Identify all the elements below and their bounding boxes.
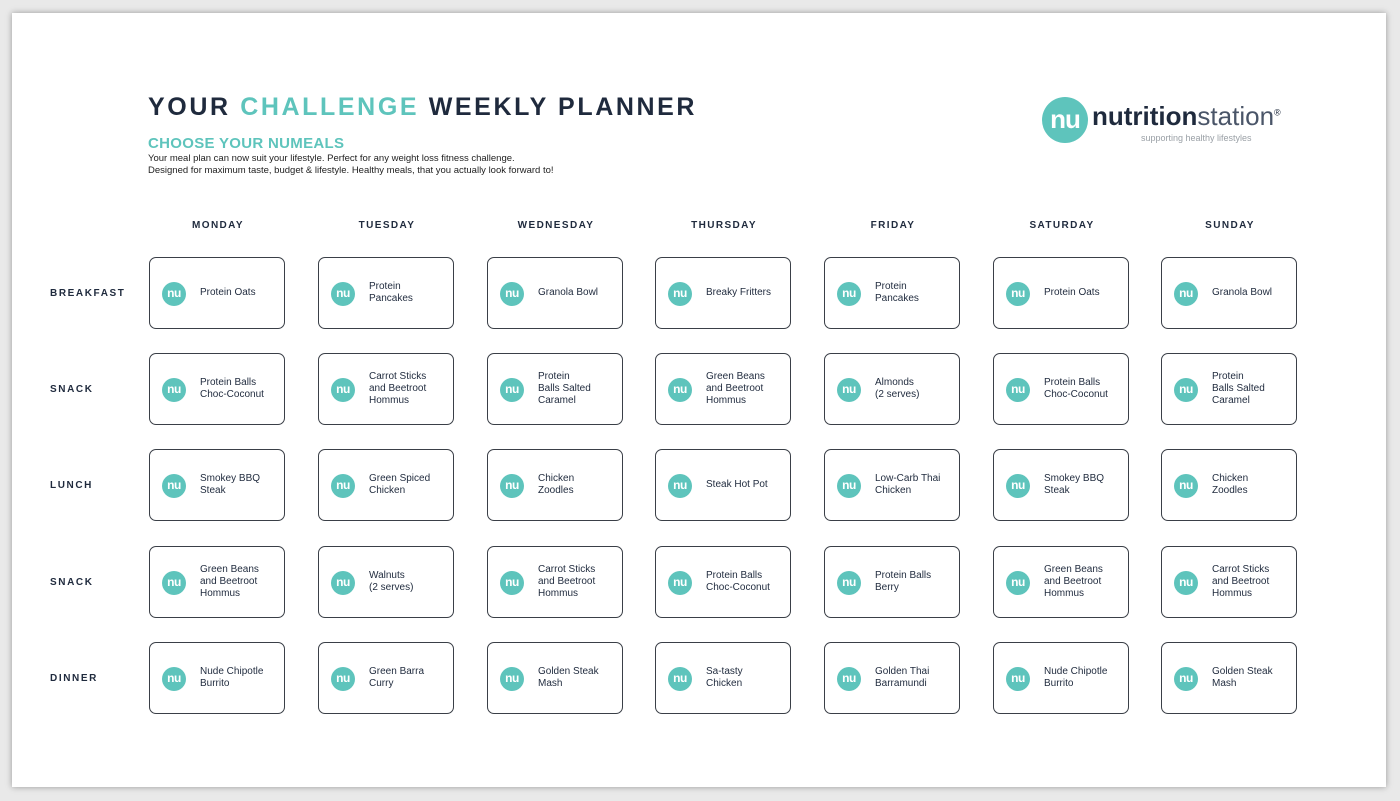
meal-cell xyxy=(487,642,623,714)
meal-cell xyxy=(487,353,623,425)
nu-icon-text: nu xyxy=(505,478,519,492)
meal-name: Carrot Sticks and Beetroot Hommus xyxy=(538,564,596,599)
description-line-1: Your meal plan can now suit your lifestyle. Perfect for any weight loss fitness challenge. xyxy=(148,153,515,164)
nu-logo-icon xyxy=(1042,97,1088,143)
meal-name: Granola Bowl xyxy=(538,287,599,298)
meal-name: Golden Steak Mash xyxy=(1212,666,1273,689)
nu-logo-icon xyxy=(1006,378,1030,402)
nu-icon-text: nu xyxy=(842,382,856,396)
day-header-monday: MONDAY xyxy=(192,220,244,231)
nu-icon-text: nu xyxy=(673,671,687,685)
nu-icon-text: nu xyxy=(1011,286,1025,300)
meal-cell xyxy=(318,449,454,521)
nu-icon-text: nu xyxy=(842,575,856,589)
nu-logo-icon xyxy=(1174,474,1198,498)
nu-icon-text: nu xyxy=(167,671,181,685)
meal-name: Protein Balls Berry xyxy=(875,570,932,593)
nu-icon-text: nu xyxy=(1011,382,1025,396)
meal-cell xyxy=(149,449,285,521)
nu-icon-text: nu xyxy=(505,575,519,589)
meal-name: Green Barra Curry xyxy=(369,666,425,689)
nu-logo-icon xyxy=(1006,571,1030,595)
meal-cell xyxy=(824,642,960,714)
meal-name: Green Beans and Beetroot Hommus xyxy=(706,371,765,406)
meal-cell xyxy=(1161,257,1297,329)
nu-logo-icon xyxy=(331,667,355,691)
meal-cell xyxy=(487,546,623,618)
nu-icon-text: nu xyxy=(842,286,856,300)
meal-cell xyxy=(1161,642,1297,714)
nu-icon-text: nu xyxy=(336,382,350,396)
meal-cell xyxy=(149,257,285,329)
nu-icon-text: nu xyxy=(1179,286,1193,300)
nu-logo-icon xyxy=(1174,667,1198,691)
nu-logo-icon xyxy=(668,378,692,402)
nu-icon-text: nu xyxy=(1179,478,1193,492)
nu-icon-text: nu xyxy=(336,478,350,492)
nu-icon-text: nu xyxy=(1179,382,1193,396)
nu-icon-text: nu xyxy=(505,286,519,300)
meal-name: Breaky Fritters xyxy=(706,287,772,298)
nu-logo-icon xyxy=(162,667,186,691)
description xyxy=(148,153,554,177)
meal-name: Protein Balls Choc-Coconut xyxy=(706,570,770,593)
meal-name: Carrot Sticks and Beetroot Hommus xyxy=(369,371,427,406)
nu-logo-icon xyxy=(668,667,692,691)
meal-cell xyxy=(1161,546,1297,618)
nu-icon-text: nu xyxy=(673,478,687,492)
nu-logo-icon xyxy=(162,282,186,306)
meal-name: Chicken Zoodles xyxy=(538,473,575,496)
meal-name: Walnuts (2 serves) xyxy=(369,570,414,593)
meal-name: Granola Bowl xyxy=(1212,287,1273,298)
nu-icon-text: nu xyxy=(673,382,687,396)
brand-name xyxy=(1092,101,1281,132)
meal-name: Protein Oats xyxy=(1044,287,1100,298)
meal-cell xyxy=(1161,449,1297,521)
nu-logo-icon xyxy=(1006,474,1030,498)
nu-logo-icon xyxy=(331,282,355,306)
nu-logo-icon xyxy=(837,282,861,306)
page-title xyxy=(148,93,697,122)
nu-icon-text: nu xyxy=(167,478,181,492)
meal-cell xyxy=(824,449,960,521)
nu-logo-icon xyxy=(668,474,692,498)
meal-cell xyxy=(318,257,454,329)
meal-name: Chicken Zoodles xyxy=(1212,473,1249,496)
brand-logo xyxy=(1042,95,1312,155)
meal-label-snack: SNACK xyxy=(50,577,94,588)
meal-cell xyxy=(993,546,1129,618)
meal-cell xyxy=(655,546,791,618)
nu-logo-icon xyxy=(1174,571,1198,595)
nu-logo-icon xyxy=(162,474,186,498)
meal-cell xyxy=(993,257,1129,329)
meal-name: Protein Balls Salted Caramel xyxy=(1212,371,1265,406)
day-header-saturday: SATURDAY xyxy=(1029,220,1095,231)
meal-cell xyxy=(149,546,285,618)
subtitle: CHOOSE YOUR NUMEALS xyxy=(148,135,345,152)
meal-name: Protein Pancakes xyxy=(875,281,919,304)
meal-label-breakfast: BREAKFAST xyxy=(50,288,126,299)
nu-logo-icon xyxy=(1006,282,1030,306)
meal-cell xyxy=(318,642,454,714)
nu-icon-text: nu xyxy=(505,382,519,396)
meal-name: Nude Chipotle Burrito xyxy=(1044,666,1108,689)
nu-icon-text: nu xyxy=(673,286,687,300)
day-header-wednesday: WEDNESDAY xyxy=(517,220,595,231)
brand-name-bold: nutrition xyxy=(1092,101,1198,131)
nu-logo-icon xyxy=(331,378,355,402)
meal-name: Protein Pancakes xyxy=(369,281,413,304)
nu-icon-text: nu xyxy=(842,671,856,685)
title-part-2: WEEKLY PLANNER xyxy=(428,93,698,121)
nu-icon-text: nu xyxy=(167,575,181,589)
nu-logo-icon xyxy=(668,571,692,595)
meal-cell xyxy=(149,353,285,425)
nu-logo-icon xyxy=(1006,667,1030,691)
nu-icon-text: nu xyxy=(1011,671,1025,685)
meal-name: Low-Carb Thai Chicken xyxy=(875,473,941,496)
nu-logo-icon xyxy=(500,474,524,498)
meal-cell xyxy=(993,353,1129,425)
meal-name: Sa-tasty Chicken xyxy=(706,666,743,689)
day-header-friday: FRIDAY xyxy=(870,220,916,231)
nu-logo-icon xyxy=(331,571,355,595)
nu-logo-icon xyxy=(1174,282,1198,306)
meal-cell xyxy=(993,449,1129,521)
meal-cell xyxy=(487,449,623,521)
day-header-sunday: SUNDAY xyxy=(1205,220,1255,231)
planner-sheet xyxy=(12,13,1386,787)
meal-name: Smokey BBQ Steak xyxy=(200,473,261,496)
nu-icon-text: nu xyxy=(1179,575,1193,589)
meal-cell xyxy=(487,257,623,329)
meal-cell xyxy=(655,449,791,521)
nu-logo-icon xyxy=(500,667,524,691)
meal-name: Steak Hot Pot xyxy=(706,479,768,490)
meal-name: Golden Steak Mash xyxy=(538,666,599,689)
nu-icon-text: nu xyxy=(336,286,350,300)
meal-label-lunch: LUNCH xyxy=(50,480,93,491)
day-header-tuesday: TUESDAY xyxy=(358,220,416,231)
meal-name: Protein Balls Choc-Coconut xyxy=(200,377,264,400)
meal-name: Protein Balls Salted Caramel xyxy=(538,371,591,406)
meal-cell xyxy=(824,546,960,618)
nu-logo-icon xyxy=(500,282,524,306)
nu-icon-text: nu xyxy=(336,671,350,685)
nu-logo-icon xyxy=(668,282,692,306)
title-accent: CHALLENGE xyxy=(240,93,420,121)
day-header-thursday: THURSDAY xyxy=(691,220,757,231)
meal-name: Green Beans and Beetroot Hommus xyxy=(200,564,259,599)
meal-cell xyxy=(149,642,285,714)
nu-icon-text: nu xyxy=(336,575,350,589)
nu-logo-icon xyxy=(837,571,861,595)
nu-icon-text: nu xyxy=(167,286,181,300)
nu-logo-icon xyxy=(837,378,861,402)
meal-name: Protein Balls Choc-Coconut xyxy=(1044,377,1108,400)
meal-name: Almonds (2 serves) xyxy=(875,377,920,400)
meal-cell xyxy=(655,353,791,425)
nu-icon-text: nu xyxy=(167,382,181,396)
meal-cell xyxy=(318,353,454,425)
meal-name: Green Spiced Chicken xyxy=(369,473,431,496)
meal-name: Golden Thai Barramundi xyxy=(875,666,930,689)
nu-icon-text: nu xyxy=(1011,478,1025,492)
nu-logo-icon xyxy=(162,571,186,595)
meal-name: Nude Chipotle Burrito xyxy=(200,666,264,689)
meal-cell xyxy=(1161,353,1297,425)
logo-mark-text: nu xyxy=(1050,104,1080,134)
nu-logo-icon xyxy=(1174,378,1198,402)
meal-label-dinner: DINNER xyxy=(50,673,98,684)
meal-cell xyxy=(655,642,791,714)
trademark-symbol: ® xyxy=(1274,107,1281,118)
brand-name-light: station xyxy=(1197,101,1275,131)
brand-tagline: supporting healthy lifestyles xyxy=(1141,133,1252,143)
nu-icon-text: nu xyxy=(842,478,856,492)
nu-logo-icon xyxy=(837,667,861,691)
nu-icon-text: nu xyxy=(505,671,519,685)
meal-name: Protein Oats xyxy=(200,287,256,298)
meal-cell xyxy=(824,353,960,425)
nu-icon-text: nu xyxy=(673,575,687,589)
title-part-1: YOUR xyxy=(148,93,231,121)
meal-cell xyxy=(824,257,960,329)
nu-icon-text: nu xyxy=(1179,671,1193,685)
nu-logo-icon xyxy=(331,474,355,498)
nu-icon-text: nu xyxy=(1011,575,1025,589)
nu-logo-icon xyxy=(837,474,861,498)
nu-logo-icon xyxy=(162,378,186,402)
nu-logo-icon xyxy=(500,378,524,402)
meal-name: Green Beans and Beetroot Hommus xyxy=(1044,564,1103,599)
meal-name: Carrot Sticks and Beetroot Hommus xyxy=(1212,564,1270,599)
meal-cell xyxy=(993,642,1129,714)
nu-logo-icon xyxy=(500,571,524,595)
meal-label-snack: SNACK xyxy=(50,384,94,395)
meal-cell xyxy=(655,257,791,329)
description-line-2: Designed for maximum taste, budget & lifestyle. Healthy meals, that you actually look forward to! xyxy=(148,165,554,176)
meal-cell xyxy=(318,546,454,618)
meal-name: Smokey BBQ Steak xyxy=(1044,473,1105,496)
